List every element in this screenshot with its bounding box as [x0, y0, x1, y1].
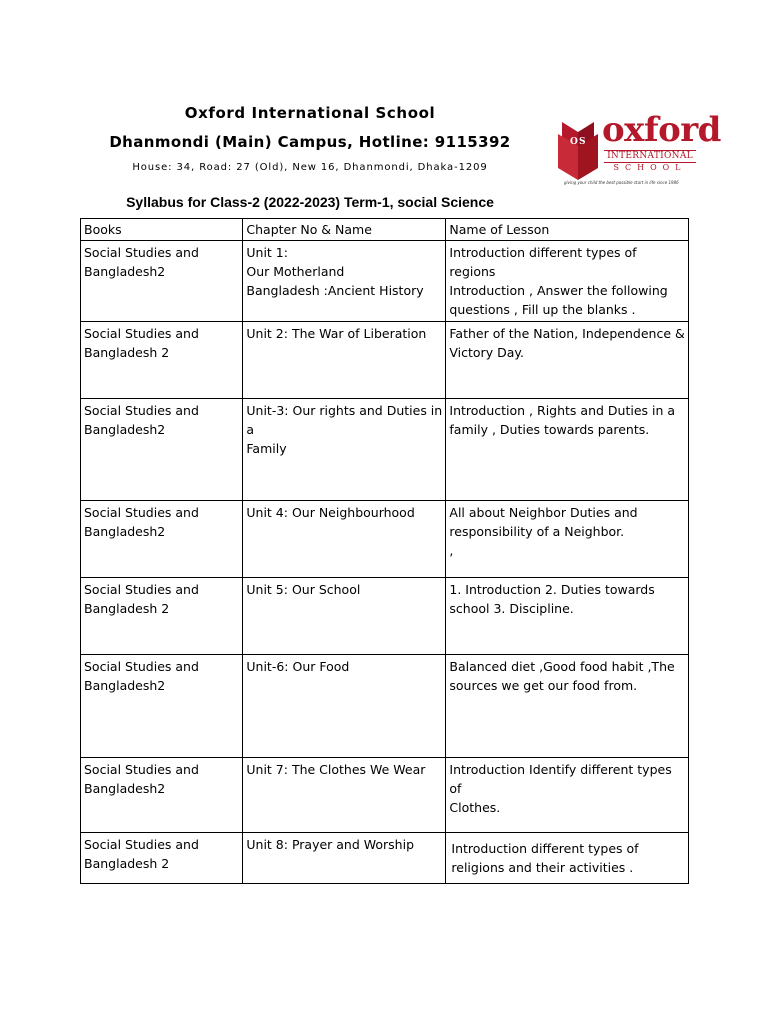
school-address: House: 34, Road: 27 (Old), New 16, Dhanmondi, Dhaka-1209	[132, 162, 488, 173]
book-line: Social Studies and	[84, 245, 199, 260]
campus-hotline: Dhanmondi (Main) Campus, Hotline: 9115392	[109, 133, 511, 151]
book-crest-icon	[556, 116, 600, 182]
lesson-line: school 3. Discipline.	[449, 601, 574, 616]
lesson-line: Introduction , Rights and Duties in a	[449, 403, 676, 418]
book-cell	[81, 322, 243, 399]
chapter-line: Unit 2: The War of Liberation	[246, 326, 427, 341]
chapter-cell	[243, 758, 446, 833]
book-cell	[81, 758, 243, 833]
syllabus-table	[80, 218, 689, 884]
chapter-line: Unit 8: Prayer and Worship	[246, 837, 415, 852]
header-books: Books	[81, 219, 243, 241]
book-line: Social Studies and	[84, 762, 199, 777]
lesson-line: family , Duties towards parents.	[449, 422, 650, 437]
lesson-cell	[446, 241, 689, 322]
book-line: Bangladesh 2	[84, 345, 170, 360]
chapter-cell	[243, 655, 446, 758]
chapter-cell	[243, 501, 446, 578]
lesson-cell	[446, 578, 689, 655]
lesson-cell	[446, 758, 689, 833]
lesson-cell	[446, 833, 689, 884]
book-line: Bangladesh2	[84, 264, 166, 279]
lesson-cell	[446, 322, 689, 399]
lesson-line: Introduction , Answer the following	[449, 283, 668, 298]
book-line: Bangladesh2	[84, 678, 166, 693]
lesson-cell	[446, 501, 689, 578]
chapter-line: Bangladesh :Ancient History	[246, 283, 424, 298]
chapter-line: Family	[246, 441, 287, 456]
lesson-line: responsibility of a Neighbor.	[449, 524, 625, 539]
lesson-line: Introduction different types of regions	[449, 245, 637, 279]
chapter-line: Unit 1:	[246, 245, 288, 260]
book-line: Social Studies and	[84, 582, 199, 597]
lesson-line: Clothes.	[449, 800, 501, 815]
chapter-line: Our Motherland	[246, 264, 345, 279]
logo-word: oxford	[602, 110, 721, 150]
book-cell	[81, 241, 243, 322]
chapter-line: Unit-6: Our Food	[246, 659, 350, 674]
table-row	[81, 655, 689, 758]
chapter-cell	[243, 833, 446, 884]
book-line: Social Studies and	[84, 403, 199, 418]
header-lesson: Name of Lesson	[446, 219, 689, 241]
book-line: Social Studies and	[84, 659, 199, 674]
lesson-line: questions , Fill up the blanks .	[449, 302, 636, 317]
lesson-line: Father of the Nation, Independence &	[449, 326, 685, 341]
chapter-line: Unit 4: Our Neighbourhood	[246, 505, 415, 520]
lesson-line: sources we get our food from.	[449, 678, 638, 693]
lesson-line: 1. Introduction 2. Duties towards	[449, 582, 655, 597]
table-row	[81, 322, 689, 399]
chapter-line: Unit-3: Our rights and Duties in a	[246, 403, 443, 437]
lesson-line: ,	[449, 543, 454, 558]
chapter-line: Unit 7: The Clothes We Wear	[246, 762, 426, 777]
table-row	[81, 399, 689, 501]
chapter-cell	[243, 241, 446, 322]
book-cell	[81, 655, 243, 758]
table-row	[81, 501, 689, 578]
table-row	[81, 578, 689, 655]
logo-school: SCHOOL	[613, 163, 687, 172]
chapter-line: Unit 5: Our School	[246, 582, 361, 597]
logo-international: INTERNATIONAL	[604, 150, 696, 163]
oxford-logo	[556, 110, 721, 186]
book-cell	[81, 833, 243, 884]
logo-tagline: giving your child the best possible start in life since 1986	[564, 180, 679, 185]
lesson-line: Balanced diet ,Good food habit ,The	[449, 659, 675, 674]
lesson-line: Introduction Identify different types of	[449, 762, 672, 796]
school-name: Oxford International School	[184, 104, 436, 122]
syllabus-title: Syllabus for Class-2 (2022-2023) Term-1, social Science	[126, 194, 494, 210]
svg-text:S: S	[579, 137, 586, 147]
book-line: Bangladesh2	[84, 524, 166, 539]
table-header-row	[81, 219, 689, 241]
chapter-cell	[243, 399, 446, 501]
chapter-cell	[243, 578, 446, 655]
table-row	[81, 241, 689, 322]
book-cell	[81, 399, 243, 501]
book-line: Social Studies and	[84, 505, 199, 520]
book-line: Bangladesh 2	[84, 601, 170, 616]
header-chapter: Chapter No & Name	[243, 219, 446, 241]
table-row	[81, 833, 689, 884]
lesson-line: Introduction different types of	[451, 841, 639, 856]
lesson-cell	[446, 399, 689, 501]
lesson-line: All about Neighbor Duties and	[449, 505, 638, 520]
book-cell	[81, 578, 243, 655]
book-line: Bangladesh2	[84, 422, 166, 437]
book-line: Bangladesh2	[84, 781, 166, 796]
svg-text:O: O	[570, 137, 578, 147]
book-line: Social Studies and	[84, 326, 199, 341]
book-cell	[81, 501, 243, 578]
book-line: Social Studies and	[84, 837, 199, 852]
lesson-cell	[446, 655, 689, 758]
chapter-cell	[243, 322, 446, 399]
lesson-line: Victory Day.	[449, 345, 524, 360]
lesson-line: religions and their activities .	[451, 860, 634, 875]
table-row	[81, 758, 689, 833]
book-line: Bangladesh 2	[84, 856, 170, 871]
